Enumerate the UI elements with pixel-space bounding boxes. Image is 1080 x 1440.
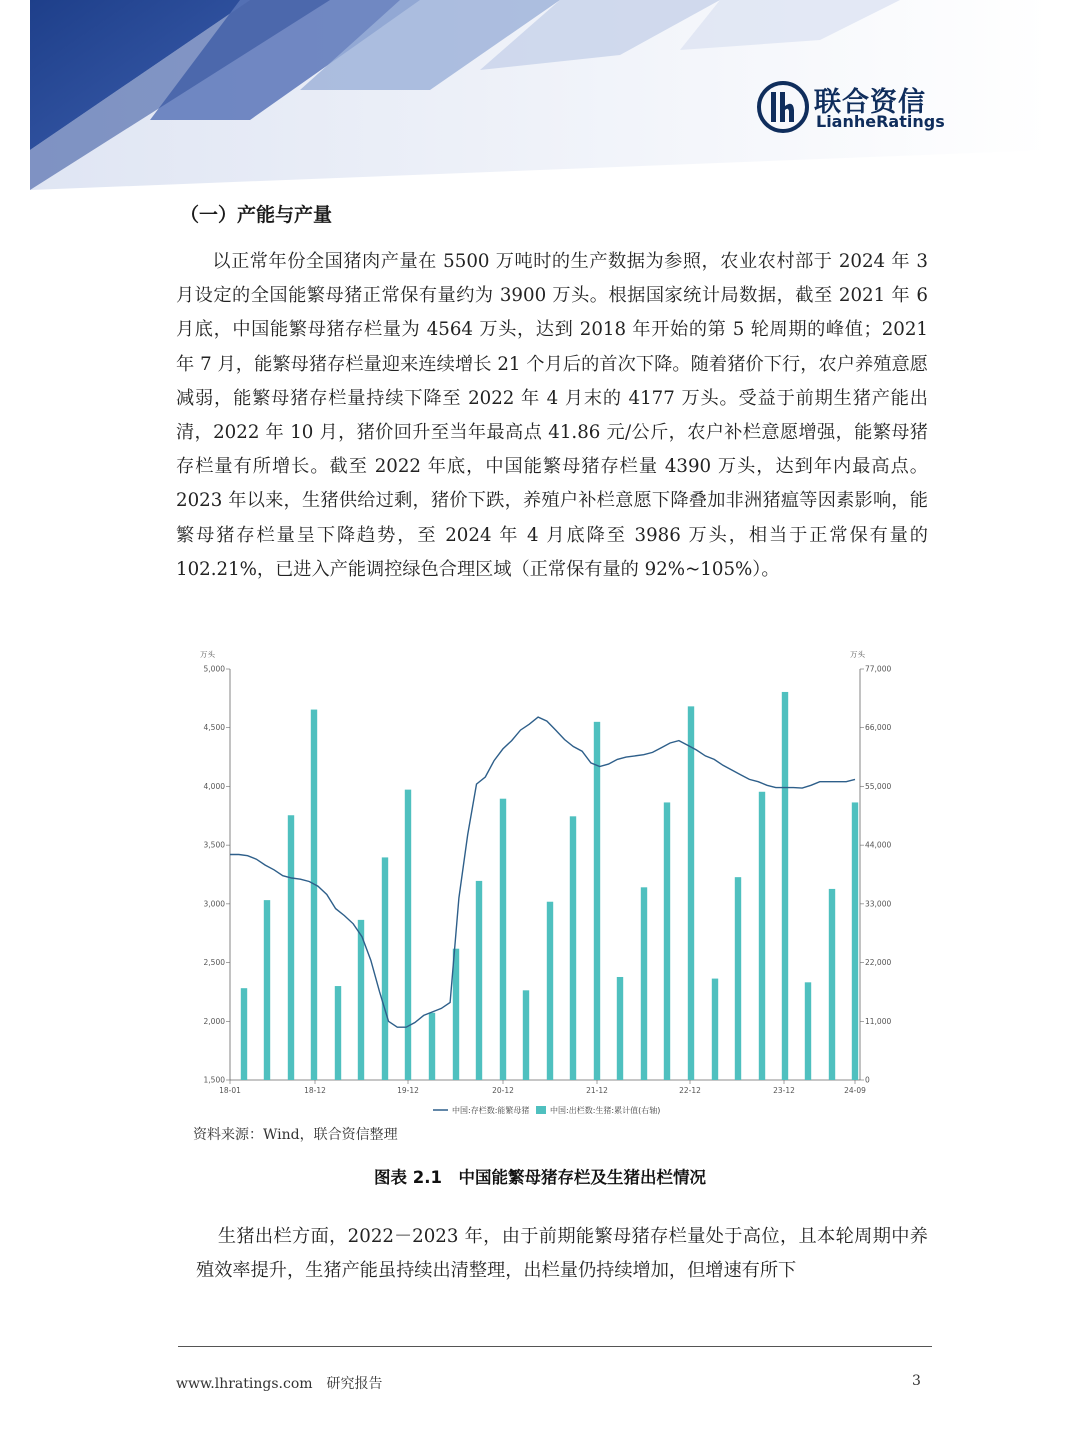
right-tick-label: 11,000	[865, 1016, 892, 1026]
right-tick-label: 22,000	[865, 958, 892, 968]
bar-hog-slaughter	[829, 889, 835, 1080]
bar-hog-slaughter	[664, 802, 670, 1080]
chart-legend	[433, 1105, 660, 1115]
bar-hog-slaughter	[805, 982, 811, 1080]
footer-divider	[178, 1346, 932, 1347]
section-title: （一）产能与产量	[180, 204, 333, 226]
bar-hog-slaughter	[641, 887, 647, 1080]
x-tick-label: 23-12	[773, 1086, 795, 1095]
right-tick-label: 77,000	[865, 664, 892, 674]
bar-hog-slaughter	[735, 877, 741, 1080]
bar-hog-slaughter	[617, 977, 623, 1080]
chart-source: 资料来源：Wind，联合资信整理	[193, 1127, 398, 1143]
bar-hog-slaughter	[476, 881, 482, 1080]
company-logo	[756, 78, 946, 138]
bar-hog-slaughter	[405, 790, 411, 1080]
bar-hog-slaughter	[241, 988, 247, 1080]
bar-hog-slaughter	[594, 722, 600, 1080]
bar-hog-slaughter	[358, 920, 364, 1080]
bar-hog-slaughter	[547, 902, 553, 1080]
body-paragraph-2: 生猪出栏方面，2022－2023 年，由于前期能繁母猪存栏量处于高位，且本轮周期中养殖效率提升，生猪产能虽持续出清整理，出栏量仍持续增加，但增速有所下	[196, 1226, 928, 1282]
bar-hog-slaughter	[429, 1013, 435, 1080]
bar-hog-slaughter	[264, 900, 270, 1080]
left-tick-label: 2,500	[203, 958, 225, 968]
left-tick-label: 3,000	[203, 899, 225, 909]
logo-name: 联合资信	[814, 87, 926, 118]
right-tick-label: 33,000	[865, 899, 892, 909]
lianhe-logo-icon	[756, 80, 810, 134]
x-tick-label: 24-09	[844, 1086, 866, 1095]
left-tick-label: 1,500	[203, 1075, 225, 1085]
x-tick-label: 21-12	[586, 1086, 608, 1095]
bar-hog-slaughter	[288, 815, 294, 1080]
x-tick-label: 18-12	[304, 1086, 326, 1095]
body-paragraph-1: 以正常年份全国猪肉产量在 5500 万吨时的生产数据为参照，农业农村部于 2024 年 3 月设定的全国能繁母猪正常保有量约为 3900 万头。根据国家统计局数据，截至 2021 年 6 月底，中国能繁母猪存栏量为 4564 万头，达到 2018 年开始的第 5 轮周期的峰值；2021 年 7 月，能繁母猪存栏量迎来连续增长 21 个月后的首次下降。随着猪价下行，农户养殖意愿减弱，能繁母猪存栏量持续下降至 2022 年 4 月末的 4177 万头。受益于前期生猪产能出清，2022 年 10 月，猪价回升至当年最高点 41.86 元/公斤，农户补栏意愿增强，能繁母猪存栏量有所增长。截至 2022 年底，中国能繁母猪存栏量 4390 万头，达到年内最高点。2023 年以来，生猪供给过剩，猪价下跌，养殖户补栏意愿下降叠加非洲猪瘟等因素影响，能繁母猪存栏量呈下降趋势，至 2024 年 4 月底降至 3986 万头，相当于正常保有量的 102.21%，已进入产能调控绿色合理区域（正常保有量的 92%~105%）。	[176, 251, 928, 580]
chart-container	[190, 645, 900, 1125]
right-tick-label: 66,000	[865, 723, 892, 733]
bar-hog-slaughter	[712, 979, 718, 1080]
breeding-sow-hog-chart	[190, 645, 900, 1125]
left-tick-label: 5,000	[203, 664, 225, 674]
bar-hog-slaughter	[500, 799, 506, 1080]
left-tick-label: 2,000	[203, 1016, 225, 1026]
bar-hog-slaughter	[382, 857, 388, 1080]
x-tick-label: 19-12	[397, 1086, 419, 1095]
bar-hog-slaughter	[523, 990, 529, 1080]
page-number: 3	[912, 1373, 921, 1389]
legend-bar-label: 中国:出栏数:生猪:累计值(右轴)	[550, 1106, 661, 1115]
right-tick-label: 44,000	[865, 840, 892, 850]
bar-hog-slaughter	[852, 802, 858, 1080]
bar-hog-slaughter	[570, 816, 576, 1080]
x-tick-label: 18-01	[219, 1086, 241, 1095]
footer-site: www.lhratings.com 研究报告	[176, 1376, 383, 1392]
logo-english-name: LianheRatings	[816, 112, 945, 131]
x-tick-label: 20-12	[492, 1086, 514, 1095]
bar-hog-slaughter	[311, 710, 317, 1080]
left-tick-label: 3,500	[203, 840, 225, 850]
x-tick-label: 22-12	[679, 1086, 701, 1095]
left-tick-label: 4,500	[203, 723, 225, 733]
right-tick-label: 55,000	[865, 781, 892, 791]
bar-hog-slaughter	[759, 792, 765, 1080]
left-tick-label: 4,000	[203, 781, 225, 791]
figure-caption: 图表 2.1 中国能繁母猪存栏及生猪出栏情况	[374, 1168, 706, 1187]
left-axis-unit: 万头	[200, 650, 215, 659]
bar-hog-slaughter	[782, 692, 788, 1080]
bar-hog-slaughter	[688, 706, 694, 1080]
right-axis-unit: 万头	[850, 650, 865, 659]
bar-hog-slaughter	[335, 986, 341, 1080]
bar-hog-slaughter	[453, 949, 459, 1080]
legend-line-label: 中国:存栏数:能繁母猪	[452, 1106, 530, 1115]
right-tick-label: 0	[865, 1075, 870, 1085]
